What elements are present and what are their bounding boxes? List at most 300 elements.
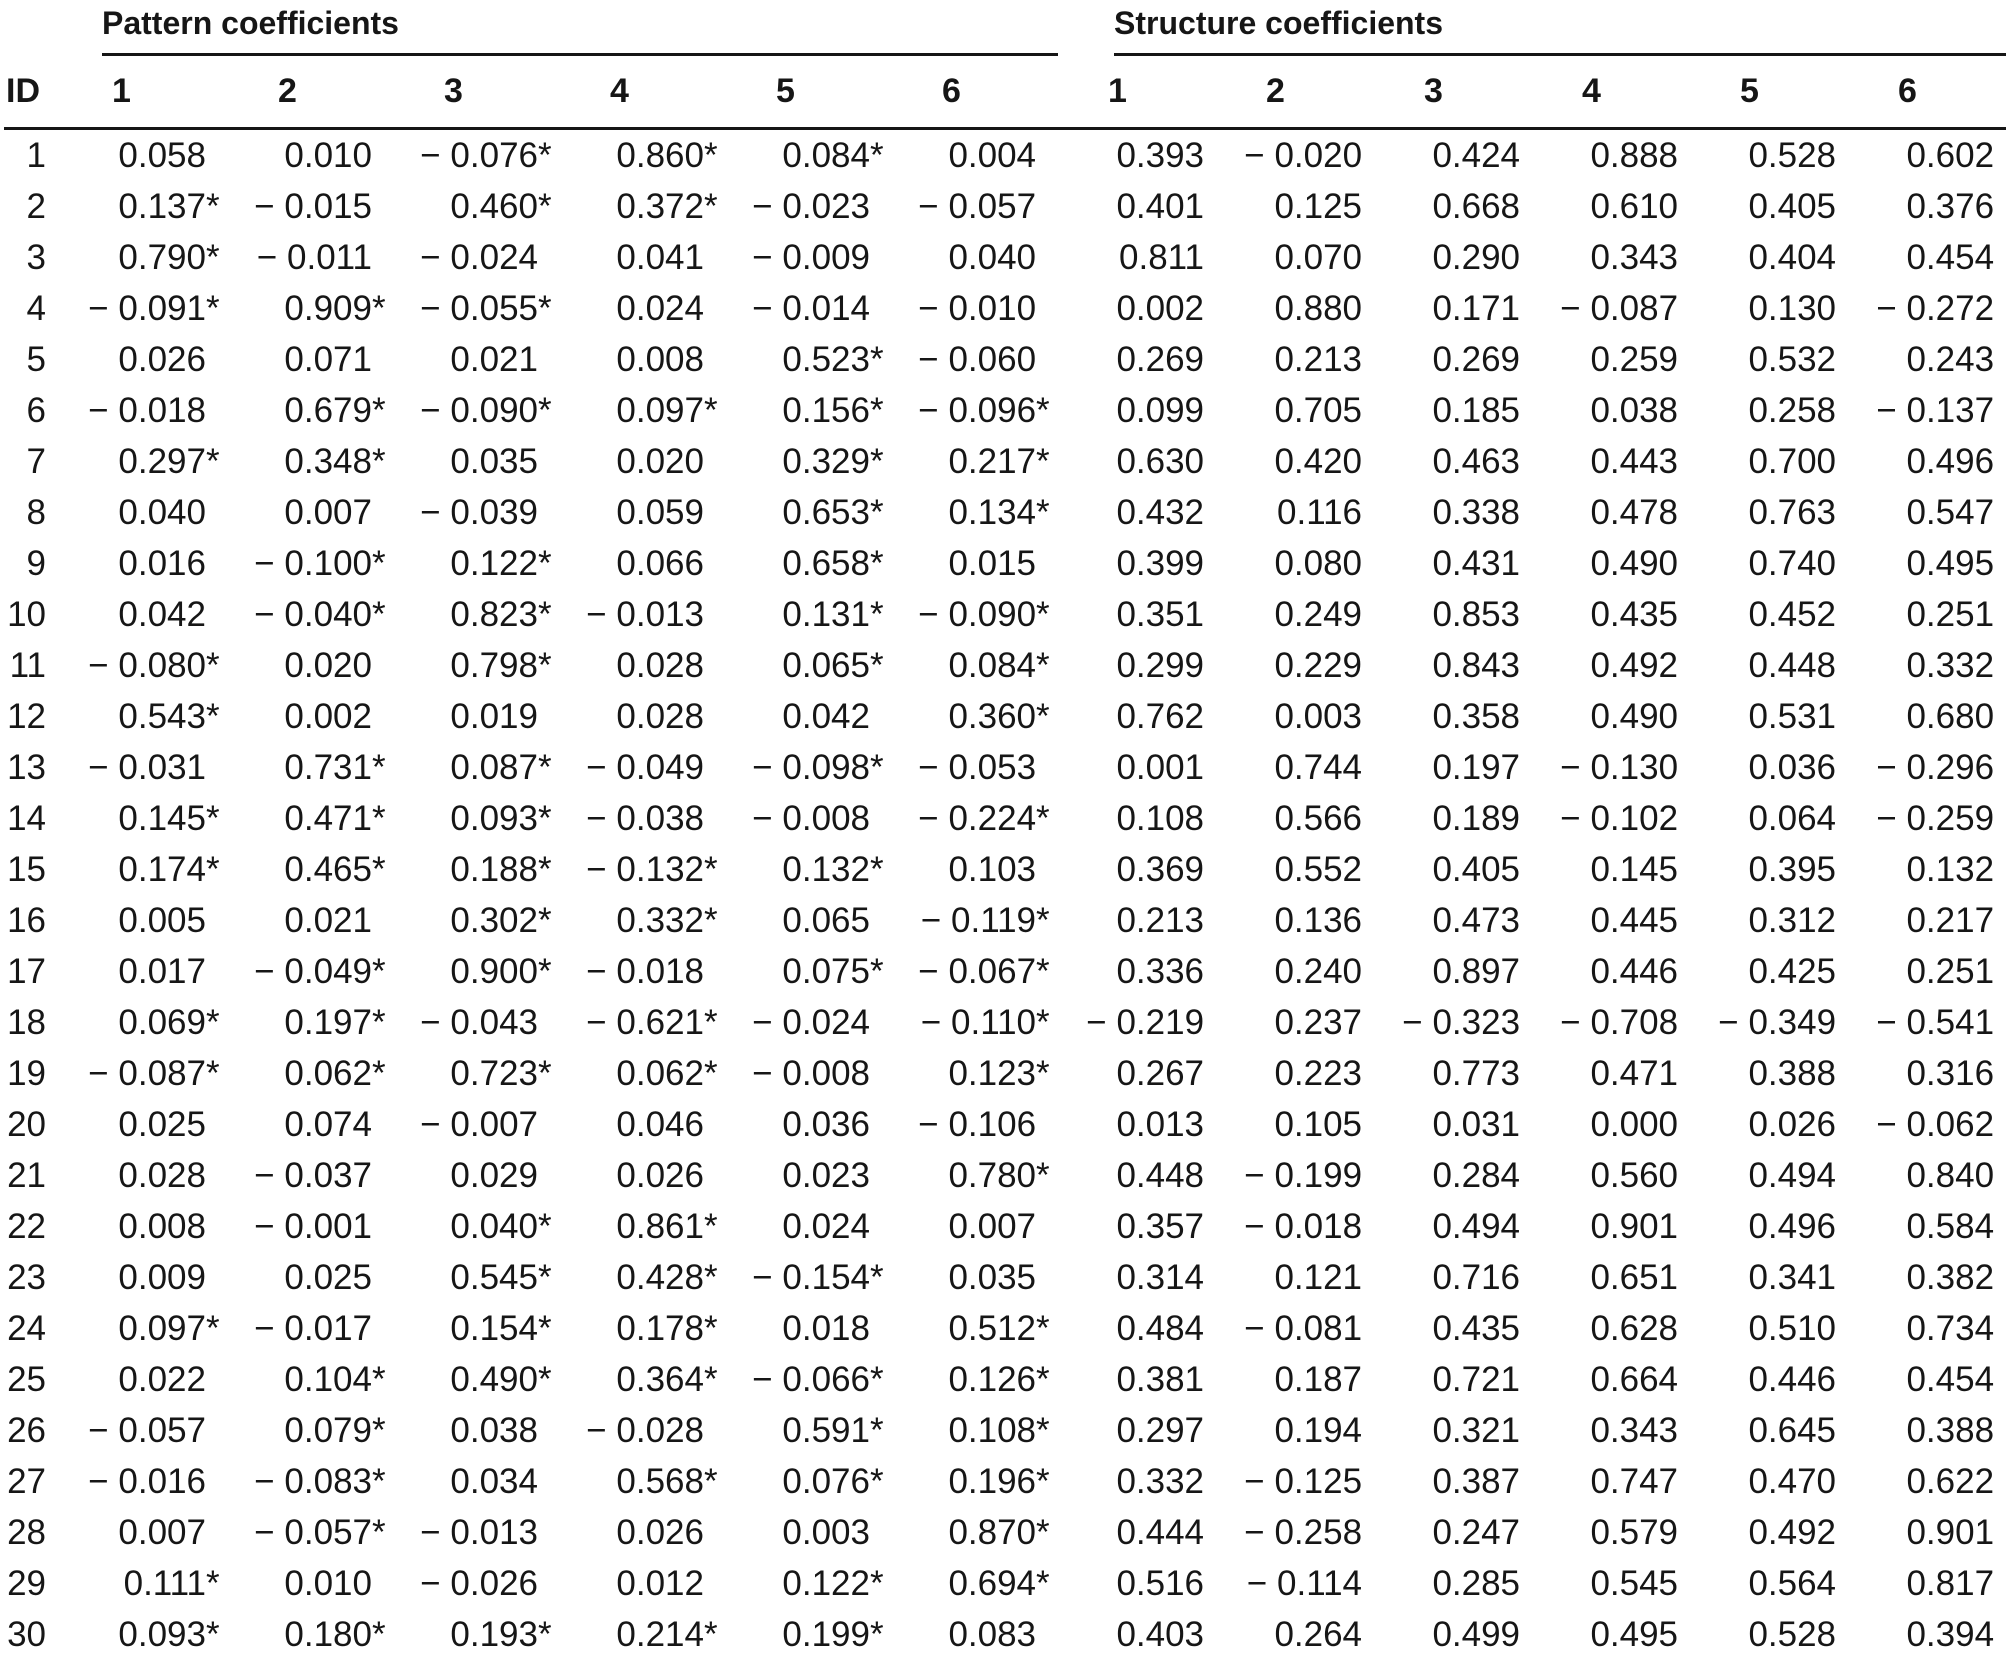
- structure-coefficient-cell: 0.531: [1748, 697, 1837, 737]
- significance-marker: *: [1036, 697, 1050, 737]
- pattern-coefficient-cell: [892, 691, 1058, 742]
- pattern-coefficient-cell: [726, 844, 892, 895]
- pattern-coefficient-cell: [726, 1150, 892, 1201]
- structure-coefficient-cell: − 0.087: [1560, 289, 1679, 329]
- significance-marker: *: [1036, 1360, 1050, 1400]
- coefficient-value: − 0.224: [918, 799, 1037, 839]
- table-row: [4, 1456, 2006, 1507]
- coefficient-value: 0.083: [948, 1615, 1037, 1655]
- pattern-coefficient-cell: [394, 232, 560, 283]
- coefficient-value: 0.035: [948, 1258, 1037, 1298]
- pattern-coefficient-cell: [560, 129, 726, 182]
- row-id-cell: 12: [7, 697, 46, 737]
- significance-marker: *: [538, 391, 552, 431]
- coefficient-value: − 0.018: [586, 952, 704, 992]
- structure-coefficient-cell: 0.404: [1748, 238, 1837, 278]
- structure-column-header-1: 1: [1058, 56, 1216, 129]
- pattern-coefficient-cell: [394, 589, 560, 640]
- structure-column-header-3: 3: [1374, 56, 1532, 129]
- pattern-coefficient-cell: [892, 1558, 1058, 1609]
- pattern-coefficient-cell: [560, 1252, 726, 1303]
- coefficient-value: − 0.009: [752, 238, 870, 278]
- coefficient-value: 0.062: [616, 1054, 704, 1094]
- pattern-coefficient-cell: [62, 1558, 228, 1609]
- row-id-cell: 21: [7, 1156, 46, 1196]
- coefficient-value: 0.111: [123, 1564, 206, 1604]
- structure-coefficient-cell: 0.399: [1116, 544, 1205, 584]
- coefficient-value: 0.023: [782, 1156, 870, 1196]
- coefficient-value: 0.122: [450, 544, 538, 584]
- coefficient-value: 0.084: [948, 646, 1037, 686]
- coefficient-value: 0.591: [782, 1411, 870, 1451]
- table-row: [4, 640, 2006, 691]
- row-id-cell: 25: [7, 1360, 46, 1400]
- coefficient-value: 0.134: [948, 493, 1037, 533]
- coefficient-value: − 0.011: [256, 238, 372, 278]
- pattern-coefficient-cell: [892, 283, 1058, 334]
- pattern-coefficient-cell: [560, 1354, 726, 1405]
- structure-coefficient-cell: 0.448: [1116, 1156, 1205, 1196]
- structure-coefficient-cell: − 0.349: [1718, 1003, 1837, 1043]
- pattern-coefficient-cell: [62, 538, 228, 589]
- coefficient-value: 0.020: [284, 646, 372, 686]
- structure-coefficient-cell: 0.387: [1432, 1462, 1521, 1502]
- row-id-cell: 1: [26, 136, 46, 176]
- pattern-coefficient-cell: [394, 334, 560, 385]
- structure-coefficient-cell: 0.223: [1274, 1054, 1363, 1094]
- significance-marker: *: [1036, 1513, 1050, 1553]
- structure-coefficient-cell: 0.435: [1590, 595, 1679, 635]
- coefficient-value: − 0.098: [752, 748, 870, 788]
- significance-marker: *: [704, 901, 718, 941]
- structure-coefficient-cell: 0.762: [1116, 697, 1205, 737]
- row-id-cell: 10: [7, 595, 46, 635]
- structure-coefficient-cell: 0.358: [1432, 697, 1521, 737]
- row-id-cell: 27: [7, 1462, 46, 1502]
- coefficient-value: 0.010: [284, 1564, 372, 1604]
- pattern-group-underline: [102, 4, 1058, 56]
- pattern-coefficient-cell: [228, 1099, 394, 1150]
- significance-marker: *: [704, 391, 718, 431]
- significance-marker: *: [538, 289, 552, 329]
- pattern-column-header-6: 6: [892, 56, 1058, 129]
- pattern-coefficient-cell: [394, 997, 560, 1048]
- structure-coefficient-cell: 0.747: [1590, 1462, 1679, 1502]
- coefficient-value: − 0.100: [254, 544, 372, 584]
- coefficient-value: 0.058: [118, 136, 206, 176]
- structure-coefficient-cell: 0.700: [1748, 442, 1837, 482]
- coefficient-value: − 0.066: [752, 1360, 870, 1400]
- coefficient-value: 0.131: [782, 595, 870, 635]
- row-id-cell: 7: [26, 442, 46, 482]
- significance-marker: *: [538, 850, 552, 890]
- coefficient-value: 0.348: [284, 442, 372, 482]
- significance-marker: *: [704, 1207, 718, 1247]
- coefficient-value: − 0.132: [586, 850, 704, 890]
- structure-coefficient-cell: 0.610: [1590, 187, 1679, 227]
- coefficient-value: − 0.008: [752, 799, 870, 839]
- pattern-coefficient-cell: [62, 1303, 228, 1354]
- significance-marker: *: [1036, 493, 1050, 533]
- coefficient-value: 0.007: [118, 1513, 206, 1553]
- pattern-coefficient-cell: [62, 895, 228, 946]
- significance-marker: *: [538, 646, 552, 686]
- structure-coefficient-cell: 0.680: [1906, 697, 1995, 737]
- pattern-coefficient-cell: [394, 742, 560, 793]
- significance-marker: *: [704, 1360, 718, 1400]
- coefficient-value: − 0.028: [586, 1411, 704, 1451]
- pattern-coefficient-cell: [892, 129, 1058, 182]
- significance-marker: *: [870, 748, 884, 788]
- structure-coefficient-cell: 0.740: [1748, 544, 1837, 584]
- coefficient-value: 0.097: [118, 1309, 206, 1349]
- pattern-coefficient-cell: [726, 946, 892, 997]
- significance-marker: *: [206, 850, 220, 890]
- pattern-coefficient-cell: [726, 1252, 892, 1303]
- pattern-coefficient-cell: [62, 589, 228, 640]
- structure-coefficient-cell: 0.432: [1116, 493, 1205, 533]
- coefficient-value: 0.017: [118, 952, 206, 992]
- structure-coefficient-cell: 0.494: [1432, 1207, 1521, 1247]
- structure-coefficient-cell: 0.471: [1590, 1054, 1679, 1094]
- structure-coefficient-cell: − 0.323: [1402, 1003, 1521, 1043]
- row-id-cell: 17: [7, 952, 46, 992]
- pattern-coefficient-cell: [228, 1303, 394, 1354]
- coefficient-value: 0.188: [450, 850, 538, 890]
- significance-marker: *: [538, 1309, 552, 1349]
- coefficient-value: − 0.024: [420, 238, 538, 278]
- structure-coefficient-cell: 0.393: [1116, 136, 1205, 176]
- pattern-coefficient-cell: [560, 1048, 726, 1099]
- pattern-coefficient-cell: [892, 1456, 1058, 1507]
- coefficient-value: 0.360: [948, 697, 1037, 737]
- structure-coefficient-cell: 0.584: [1906, 1207, 1995, 1247]
- pattern-coefficient-cell: [560, 1405, 726, 1456]
- structure-coefficient-cell: 0.901: [1906, 1513, 1995, 1553]
- structure-coefficient-cell: 0.496: [1906, 442, 1995, 482]
- significance-marker: *: [1036, 1564, 1050, 1604]
- table-row: [4, 895, 2006, 946]
- significance-marker: *: [372, 1054, 386, 1094]
- significance-marker: *: [870, 544, 884, 584]
- significance-marker: *: [206, 289, 220, 329]
- structure-coefficient-cell: 0.217: [1906, 901, 1995, 941]
- structure-coefficient-cell: 0.038: [1590, 391, 1679, 431]
- pattern-coefficient-cell: [726, 1507, 892, 1558]
- coefficient-value: − 0.049: [254, 952, 372, 992]
- table-row: [4, 385, 2006, 436]
- structure-coefficient-cell: 0.001: [1116, 748, 1205, 788]
- coefficient-value: 0.097: [616, 391, 704, 431]
- pattern-coefficient-cell: [228, 691, 394, 742]
- pattern-coefficient-cell: [560, 844, 726, 895]
- coefficient-value: 0.178: [616, 1309, 704, 1349]
- coefficient-value: 0.154: [450, 1309, 538, 1349]
- structure-coefficient-cell: − 0.020: [1244, 136, 1363, 176]
- pattern-coefficient-cell: [726, 793, 892, 844]
- structure-coefficient-cell: 0.343: [1590, 238, 1679, 278]
- pattern-coefficient-cell: [394, 895, 560, 946]
- coefficient-value: 0.465: [284, 850, 372, 890]
- coefficient-value: 0.545: [450, 1258, 538, 1298]
- coefficient-value: 0.028: [616, 646, 704, 686]
- structure-coefficient-cell: 0.431: [1432, 544, 1521, 584]
- pattern-coefficient-cell: [228, 742, 394, 793]
- coefficient-value: 0.870: [948, 1513, 1037, 1553]
- row-id-cell: 4: [26, 289, 46, 329]
- structure-coefficient-cell: 0.510: [1748, 1309, 1837, 1349]
- structure-coefficient-cell: 0.628: [1590, 1309, 1679, 1349]
- pattern-coefficient-cell: [62, 640, 228, 691]
- pattern-coefficient-cell: [394, 181, 560, 232]
- table-row: [4, 997, 2006, 1048]
- coefficient-value: − 0.057: [254, 1513, 372, 1553]
- structure-coefficient-cell: 0.492: [1748, 1513, 1837, 1553]
- structure-coefficient-cell: 0.269: [1116, 340, 1205, 380]
- coefficient-value: 0.071: [284, 340, 372, 380]
- structure-coefficient-cell: 0.237: [1274, 1003, 1363, 1043]
- coefficient-value: − 0.083: [254, 1462, 372, 1502]
- coefficient-value: − 0.055: [420, 289, 538, 329]
- structure-coefficient-cell: 0.528: [1748, 136, 1837, 176]
- pattern-coefficient-cell: [228, 793, 394, 844]
- coefficient-value: 0.174: [118, 850, 206, 890]
- coefficient-value: 0.038: [450, 1411, 538, 1451]
- coefficient-value: − 0.016: [88, 1462, 206, 1502]
- table-row: [4, 1558, 2006, 1609]
- structure-coefficient-cell: 0.189: [1432, 799, 1521, 839]
- group-header-spacer: [4, 4, 62, 56]
- pattern-coefficient-cell: [394, 1252, 560, 1303]
- pattern-coefficient-cell: [560, 334, 726, 385]
- structure-coefficient-cell: 0.444: [1116, 1513, 1205, 1553]
- coefficient-value: 0.093: [450, 799, 538, 839]
- significance-marker: *: [372, 1615, 386, 1655]
- pattern-coefficient-cell: [892, 793, 1058, 844]
- structure-coefficient-cell: 0.013: [1116, 1105, 1205, 1145]
- structure-coefficient-cell: 0.516: [1116, 1564, 1205, 1604]
- coefficient-value: − 0.013: [586, 595, 704, 635]
- structure-coefficient-cell: 0.000: [1590, 1105, 1679, 1145]
- structure-coefficient-cell: 0.470: [1748, 1462, 1837, 1502]
- pattern-coefficient-cell: [394, 1201, 560, 1252]
- row-id-cell: 28: [7, 1513, 46, 1553]
- significance-marker: *: [870, 391, 884, 431]
- coefficient-value: 0.132: [782, 850, 870, 890]
- pattern-group-header: [62, 4, 1058, 56]
- significance-marker: *: [1036, 1054, 1050, 1094]
- structure-coefficient-cell: 0.229: [1274, 646, 1363, 686]
- pattern-coefficient-cell: [726, 1558, 892, 1609]
- pattern-coefficient-cell: [560, 589, 726, 640]
- structure-coefficient-cell: 0.888: [1590, 136, 1679, 176]
- coefficient-value: 0.199: [782, 1615, 870, 1655]
- coefficient-value: 0.065: [782, 901, 870, 941]
- significance-marker: *: [372, 1513, 386, 1553]
- pattern-coefficient-cell: [560, 232, 726, 283]
- structure-coefficient-cell: 0.251: [1906, 595, 1995, 635]
- significance-marker: *: [1036, 1003, 1050, 1043]
- pattern-coefficient-cell: [62, 181, 228, 232]
- structure-coefficient-cell: − 0.018: [1244, 1207, 1363, 1247]
- structure-coefficient-cell: 0.070: [1274, 238, 1363, 278]
- pattern-coefficient-cell: [892, 844, 1058, 895]
- structure-coefficient-cell: 0.116: [1277, 493, 1363, 533]
- structure-column-header-5: 5: [1690, 56, 1848, 129]
- significance-marker: *: [870, 340, 884, 380]
- pattern-coefficient-cell: [394, 1354, 560, 1405]
- coefficient-value: 0.861: [616, 1207, 704, 1247]
- coefficient-value: 0.022: [118, 1360, 206, 1400]
- pattern-coefficient-cell: [560, 283, 726, 334]
- significance-marker: *: [870, 1462, 884, 1502]
- coefficient-value: 0.046: [616, 1105, 704, 1145]
- pattern-coefficient-cell: [228, 181, 394, 232]
- pattern-coefficient-cell: [892, 334, 1058, 385]
- table-row: [4, 1048, 2006, 1099]
- table-row: [4, 844, 2006, 895]
- pattern-coefficient-cell: [892, 1048, 1058, 1099]
- coefficient-value: − 0.037: [254, 1156, 372, 1196]
- coefficient-value: 0.103: [948, 850, 1037, 890]
- row-id-cell: 20: [7, 1105, 46, 1145]
- structure-coefficient-cell: 0.446: [1590, 952, 1679, 992]
- pattern-coefficient-cell: [892, 1303, 1058, 1354]
- pattern-coefficient-cell: [62, 1201, 228, 1252]
- significance-marker: *: [704, 850, 718, 890]
- structure-coefficient-cell: 0.332: [1906, 646, 1995, 686]
- table-row: [4, 538, 2006, 589]
- pattern-coefficient-cell: [394, 691, 560, 742]
- row-id-cell: 22: [7, 1207, 46, 1247]
- structure-coefficient-cell: 0.630: [1116, 442, 1205, 482]
- pattern-coefficient-cell: [228, 129, 394, 182]
- coefficient-value: 0.679: [284, 391, 372, 431]
- structure-coefficient-cell: 0.382: [1906, 1258, 1995, 1298]
- coefficient-value: 0.062: [284, 1054, 372, 1094]
- structure-coefficient-cell: 0.243: [1906, 340, 1995, 380]
- significance-marker: *: [704, 1462, 718, 1502]
- coefficient-value: − 0.096: [918, 391, 1037, 431]
- structure-coefficient-cell: 0.249: [1274, 595, 1363, 635]
- coefficient-value: 0.823: [450, 595, 538, 635]
- structure-coefficient-cell: 0.452: [1748, 595, 1837, 635]
- structure-group-header: [1058, 4, 2006, 56]
- coefficient-value: 0.003: [782, 1513, 870, 1553]
- structure-coefficient-cell: 0.443: [1590, 442, 1679, 482]
- structure-coefficient-cell: 0.744: [1274, 748, 1363, 788]
- coefficient-value: 0.075: [782, 952, 870, 992]
- structure-coefficient-cell: 0.445: [1590, 901, 1679, 941]
- coefficient-value: 0.909: [284, 289, 372, 329]
- structure-coefficient-cell: 0.645: [1748, 1411, 1837, 1451]
- significance-marker: *: [870, 442, 884, 482]
- significance-marker: *: [538, 1207, 552, 1247]
- pattern-coefficient-cell: [394, 793, 560, 844]
- row-id-cell: 14: [7, 799, 46, 839]
- coefficient-value: − 0.014: [752, 289, 870, 329]
- structure-coefficient-cell: 0.316: [1906, 1054, 1995, 1094]
- row-id-cell: 13: [7, 748, 46, 788]
- significance-marker: *: [206, 1003, 220, 1043]
- structure-coefficient-cell: 0.817: [1906, 1564, 1995, 1604]
- coefficient-value: 0.196: [948, 1462, 1037, 1502]
- coefficient-value: 0.007: [284, 493, 372, 533]
- pattern-coefficient-cell: [560, 487, 726, 538]
- coefficient-value: 0.087: [450, 748, 538, 788]
- coefficient-value: 0.009: [118, 1258, 206, 1298]
- structure-coefficient-cell: 0.290: [1432, 238, 1521, 278]
- structure-coefficient-cell: 0.338: [1432, 493, 1521, 533]
- significance-marker: *: [372, 850, 386, 890]
- structure-coefficient-cell: 0.668: [1432, 187, 1521, 227]
- group-header-row: [4, 4, 2006, 56]
- coefficient-value: 0.145: [118, 799, 206, 839]
- coefficient-value: 0.021: [284, 901, 372, 941]
- row-id-cell: 18: [7, 1003, 46, 1043]
- pattern-coefficient-cell: [394, 1048, 560, 1099]
- structure-coefficient-cell: − 0.199: [1244, 1156, 1363, 1196]
- row-id-cell: 23: [7, 1258, 46, 1298]
- significance-marker: *: [206, 1309, 220, 1349]
- coefficient-value: − 0.119: [920, 901, 1037, 941]
- pattern-coefficient-cell: [62, 997, 228, 1048]
- coefficient-value: − 0.038: [586, 799, 704, 839]
- coefficient-value: − 0.023: [752, 187, 870, 227]
- table-row: [4, 742, 2006, 793]
- pattern-coefficient-cell: [394, 487, 560, 538]
- table-head: [4, 4, 2006, 129]
- coefficient-value: − 0.053: [918, 748, 1037, 788]
- coefficient-value: − 0.090: [918, 595, 1037, 635]
- structure-coefficient-cell: 0.602: [1906, 136, 1995, 176]
- structure-coefficient-cell: 0.267: [1116, 1054, 1205, 1094]
- structure-coefficient-cell: 0.405: [1432, 850, 1521, 890]
- table-row: [4, 436, 2006, 487]
- coefficient-value: 0.122: [782, 1564, 870, 1604]
- pattern-coefficient-cell: [892, 589, 1058, 640]
- coefficient-value: 0.034: [450, 1462, 538, 1502]
- row-id-cell: 9: [26, 544, 46, 584]
- pattern-coefficient-cell: [726, 1456, 892, 1507]
- pattern-coefficient-cell: [892, 640, 1058, 691]
- significance-marker: *: [870, 595, 884, 635]
- pattern-coefficient-cell: [228, 538, 394, 589]
- structure-group-label: Structure coefficients: [1114, 5, 1443, 41]
- significance-marker: *: [1036, 1411, 1050, 1451]
- structure-coefficient-cell: 0.031: [1432, 1105, 1521, 1145]
- significance-marker: *: [372, 1462, 386, 1502]
- structure-coefficient-cell: 0.463: [1432, 442, 1521, 482]
- pattern-coefficient-cell: [228, 589, 394, 640]
- pattern-coefficient-cell: [560, 181, 726, 232]
- coefficient-value: 0.302: [450, 901, 538, 941]
- pattern-coefficient-cell: [228, 844, 394, 895]
- pattern-coefficient-cell: [560, 793, 726, 844]
- structure-coefficient-cell: 0.840: [1906, 1156, 1995, 1196]
- coefficient-value: 0.008: [118, 1207, 206, 1247]
- coefficient-value: 0.026: [616, 1513, 704, 1553]
- coefficient-value: 0.025: [118, 1105, 206, 1145]
- coefficients-table: [4, 4, 2006, 1658]
- coefficient-value: 0.035: [450, 442, 538, 482]
- structure-coefficient-cell: 0.448: [1748, 646, 1837, 686]
- structure-coefficient-cell: 0.332: [1116, 1462, 1205, 1502]
- coefficient-value: 0.137: [118, 187, 206, 227]
- table-row: [4, 1405, 2006, 1456]
- coefficient-value: 0.543: [118, 697, 206, 737]
- coefficient-value: − 0.040: [254, 595, 372, 635]
